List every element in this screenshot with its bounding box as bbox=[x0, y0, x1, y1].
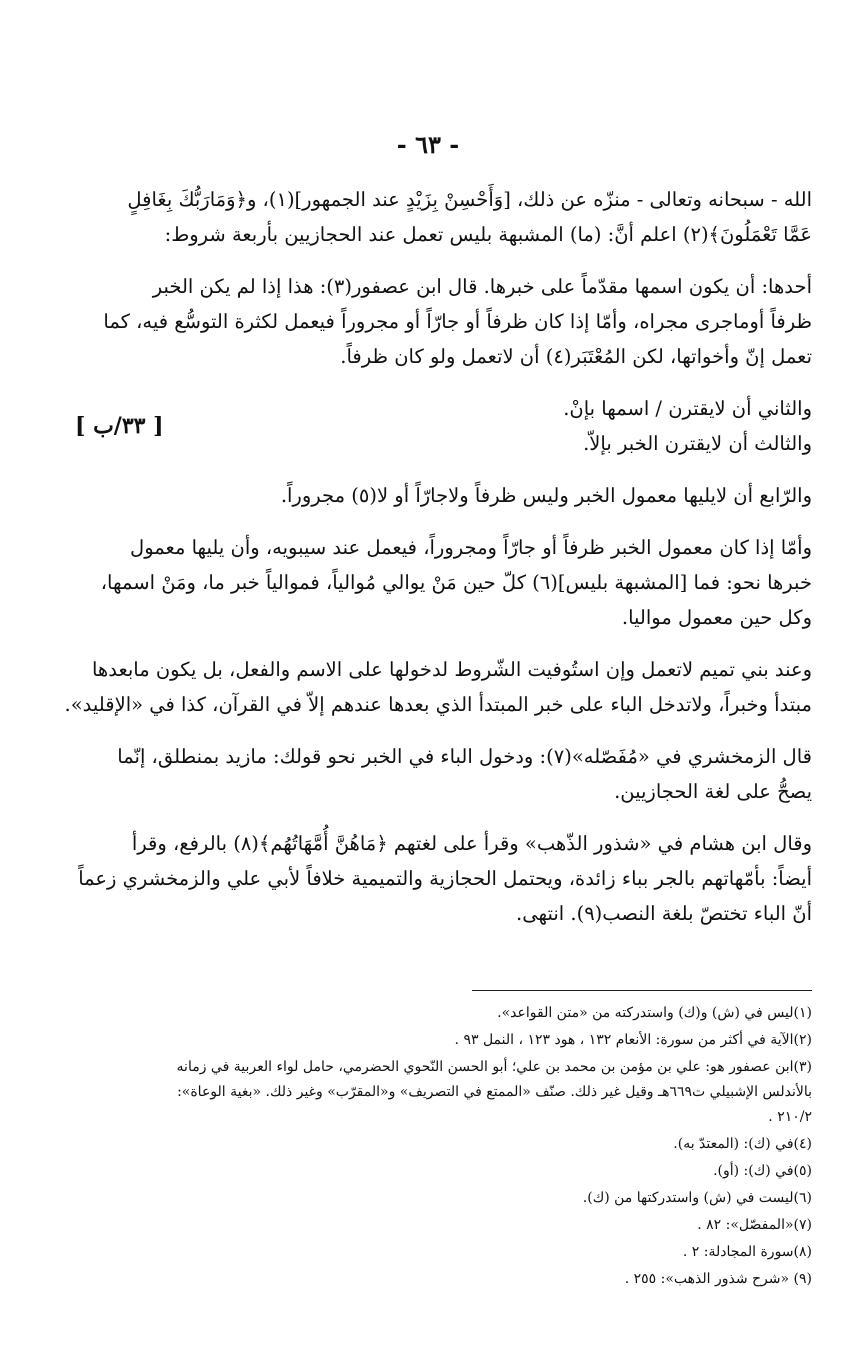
footnote-line: ٢١٠/٢ . bbox=[768, 1109, 812, 1125]
paragraph-7 bbox=[60, 739, 812, 809]
text-line: الله - سبحانه وتعالى - منزّه عن ذلك، [وَأَحْسِنْ بِزَيْدٍ عند الجمهور](١)، و﴿وَمَارَبُّكَ بِغَافِلٍ bbox=[127, 188, 812, 211]
footnote-4: (٤)في (ك): (المعتدّ به). bbox=[673, 1136, 812, 1152]
paragraph-4 bbox=[60, 478, 812, 513]
footnote-2: (٢)الآية في أكثر من سورة: الأنعام ١٣٢ ، هود ١٢٣ ، النمل ٩٣ . bbox=[454, 1032, 812, 1048]
text-line: وقال ابن هشام في «شذور الذّهب» وقرأ على لغتهم ﴿مَاهُنَّ أُمَّهَاتُهُم﴾(٨) بالرفع، وقرأ bbox=[131, 832, 812, 855]
paragraph-5 bbox=[60, 530, 812, 635]
main-text bbox=[60, 182, 812, 948]
footnote-5: (٥)في (ك): (أو). bbox=[713, 1163, 812, 1179]
text-line: يصحُّ على لغة الحجازيين. bbox=[614, 780, 812, 803]
text-line: وأمّا إذا كان معمول الخبر ظرفاً أو جارّاً ومجروراً، فيعمل عند سيبويه، وأن يليها معمول bbox=[130, 536, 812, 559]
paragraph-6 bbox=[60, 652, 812, 722]
footnote-divider bbox=[472, 990, 812, 991]
footnote-line: (٣)ابن عصفور هو: علي بن مؤمن بن محمد بن علي؛ أبو الحسن النّحوي الحضرمي، حامل لواء العربية في زمانه bbox=[176, 1059, 812, 1075]
text-line: والثاني أن لايقترن / اسمها بإنْ. bbox=[563, 397, 812, 420]
text-line: أنّ الباء تختصّ بلغة النصب(٩). انتهى. bbox=[516, 902, 812, 925]
text-line: تعمل إنّ وأخواتها، لكن المُعْتَبَر(٤) أن لاتعمل ولو كان ظرفاً. bbox=[340, 345, 812, 368]
text-line: والرّابع أن لايليها معمول الخبر وليس ظرفاً ولاجارّاً أو لا(٥) مجروراً. bbox=[280, 484, 812, 507]
page-number: - ٦٣ - bbox=[396, 130, 460, 159]
footnote-6: (٦)ليست في (ش) واستدركتها من (ك). bbox=[582, 1190, 812, 1206]
footnote-line: بالأندلس الإشبيلي ت٦٦٩هـ وقيل غير ذلك. صنّف «الممتع في التصريف» و«المقرّب» وغير ذلك. «بغية الوعاة»: bbox=[177, 1084, 812, 1100]
footnote-8: (٨)سورة المجادلة: ٢ . bbox=[682, 1244, 812, 1260]
footnotes bbox=[60, 1001, 812, 1294]
paragraph-8 bbox=[60, 826, 812, 931]
text-line: وكل حين معمول مواليا. bbox=[621, 606, 812, 629]
text-line: قال الزمخشري في «مُفَصّله»(٧): ودخول الباء في الخبر نحو قولك: مازيد بمنطلق، إنّما bbox=[117, 745, 812, 768]
text-line: خبرها نحو: فما [المشبهة بليس](٦) كلّ حين مَنْ يوالي مُوالياً، فموالياً خبر ما، ومَنْ اسمها، bbox=[100, 571, 812, 594]
text-line: عَمَّا تَعْمَلُونَ﴾(٢) اعلم أنَّ: (ما) المشبهة بليس تعمل عند الحجازيين بأربعة شروط: bbox=[164, 223, 812, 246]
text-line: والثالث أن لايقترن الخبر بإلاّ. bbox=[583, 432, 812, 455]
paragraph-1 bbox=[60, 182, 812, 252]
text-line: أحدها: أن يكون اسمها مقدّماً على خبرها. قال ابن عصفور(٣): هذا إذا لم يكن الخبر bbox=[152, 275, 812, 298]
text-line: وعند بني تميم لاتعمل وإن استُوفيت الشّروط لدخولها على الاسم والفعل، بل يكون مابعدها bbox=[91, 658, 812, 681]
footnote-1: (١)ليس في (ش) و(ك) واستدركته من «متن القواعد». bbox=[497, 1005, 812, 1021]
footnote-3 bbox=[60, 1055, 812, 1130]
text-line: ظرفاً أوماجرى مجراه، وأمّا إذا كان ظرفاً أو جارّاً أو مجروراً فيعمل لكثرة التوسُّع فيه، كما bbox=[103, 310, 812, 333]
text-line: أيضاً: بأمّهاتهم بالجر بباء زائدة، ويحتمل الحجازية والتميمية خلافاً لأبي علي والزمخشري زعماً bbox=[78, 867, 812, 890]
text-line: مبتدأ وخبراً، ولاتدخل الباء على خبر المبتدأ الذي بعدها عندهم إلاّ في القرآن، كذا في «الإقليد». bbox=[64, 693, 812, 716]
folio-marker: [ ٣٣/ب ] bbox=[75, 413, 164, 439]
paragraph-2 bbox=[60, 269, 812, 374]
footnote-9: (٩) «شرح شذور الذهب»: ٢٥٥ . bbox=[624, 1271, 812, 1287]
paragraph-3 bbox=[60, 391, 812, 461]
footnote-7: (٧)«المفصّل»: ٨٢ . bbox=[697, 1217, 812, 1233]
